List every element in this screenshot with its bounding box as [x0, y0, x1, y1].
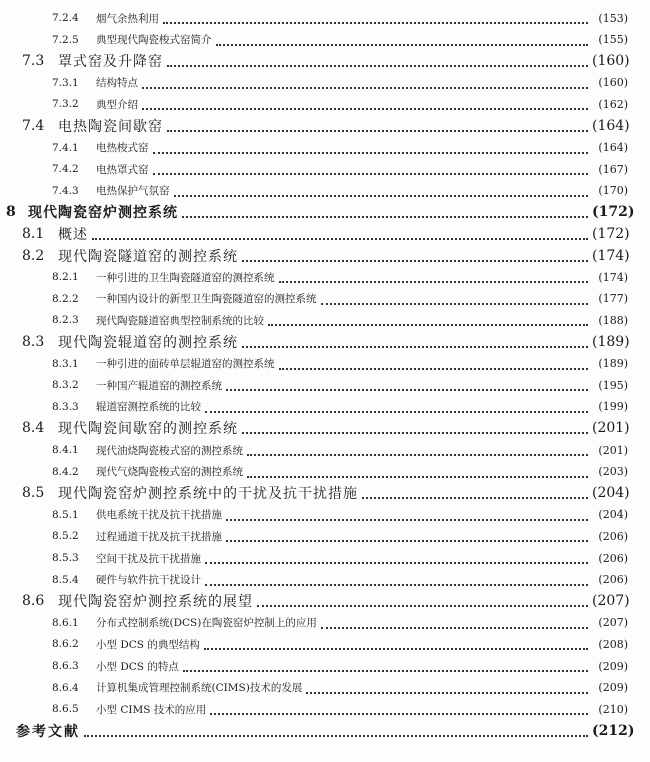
toc-entry-number: 8.3.1	[52, 357, 79, 370]
page-number: (167)	[598, 162, 628, 176]
toc-entry	[0, 73, 650, 93]
toc-entry-title: 过程通道干扰及抗干扰措施	[96, 530, 222, 543]
toc-entry-page	[592, 271, 650, 284]
page-number: (206)	[598, 551, 628, 565]
toc-entry-number: 7.4.2	[52, 163, 79, 176]
page-number: (174)	[598, 270, 628, 284]
toc-entry-number: 8.5.3	[52, 552, 79, 564]
toc-entry-page	[592, 33, 650, 46]
dot-leader	[226, 519, 588, 521]
dot-leader	[205, 584, 588, 586]
page-number: (162)	[598, 97, 628, 111]
toc-entry	[0, 94, 650, 114]
page-number: (164)	[598, 141, 628, 155]
dot-leader	[183, 670, 588, 672]
toc-entry-page	[592, 292, 650, 305]
toc-entry	[0, 289, 650, 309]
toc-entry	[0, 8, 650, 28]
toc-entry-title: 概述	[58, 227, 88, 243]
toc-entry-number: 7.4	[22, 118, 45, 134]
page-number: (164)	[592, 118, 630, 134]
toc-entry	[0, 246, 650, 266]
toc-entry-page	[592, 616, 650, 629]
toc-entry-page	[592, 248, 650, 264]
page-number: (188)	[598, 313, 628, 327]
toc-entry-number: 8.6.1	[52, 616, 79, 629]
page-number: (160)	[592, 53, 630, 70]
page-number: (189)	[592, 334, 630, 350]
toc-entry-number: 8.3	[22, 334, 45, 350]
dot-leader	[247, 454, 588, 456]
page-number: (209)	[598, 659, 628, 673]
page-number: (170)	[598, 184, 628, 198]
toc-entry-number: 7.4.3	[52, 184, 79, 197]
dot-leader	[153, 152, 589, 154]
page-number: (212)	[592, 722, 635, 739]
dot-leader	[167, 130, 588, 132]
toc-entry-page	[592, 184, 650, 197]
toc-entry-page	[592, 53, 650, 69]
toc-entry-page	[592, 141, 650, 154]
dot-leader	[92, 238, 588, 240]
toc-entry-page	[592, 420, 650, 436]
toc-entry-page	[592, 530, 650, 543]
toc-entry-page	[592, 226, 650, 242]
toc-entry-number: 8.6	[22, 593, 45, 610]
toc-entry-page	[592, 12, 650, 25]
dot-leader	[242, 432, 588, 434]
page-number: (204)	[598, 508, 628, 522]
toc-entry-number: 8.4	[22, 420, 45, 437]
toc-entry-page	[592, 508, 650, 521]
dot-leader	[163, 22, 588, 24]
page-number: (206)	[598, 529, 628, 543]
toc-entry	[0, 613, 650, 633]
toc-entry-page	[592, 357, 650, 370]
toc-entry-number: 8.5.2	[52, 530, 79, 543]
dot-leader	[362, 497, 588, 499]
toc-entry-number: 8.2.3	[52, 314, 79, 327]
page-number: (160)	[598, 76, 628, 90]
page-number: (207)	[598, 616, 628, 630]
toc-entry-title: 一种引进的面砖单层辊道窑的测控系统	[96, 358, 275, 371]
toc-entry-number: 7.3	[22, 53, 45, 70]
page-number: (155)	[598, 33, 628, 47]
dot-leader	[205, 411, 588, 413]
page-number: (177)	[598, 292, 628, 306]
toc-entry-title: 罩式窑及升降窑	[58, 54, 163, 71]
page-number: (195)	[598, 378, 628, 392]
toc-entry-number: 8.2.2	[52, 292, 79, 305]
dot-leader	[247, 476, 588, 478]
page-number: (209)	[598, 681, 628, 695]
toc-entry-title: 电热梭式窑	[96, 142, 149, 155]
toc-entry-title: 计算机集成管理控制系统(CIMS)技术的发展	[96, 682, 303, 695]
page-number: (204)	[592, 485, 630, 502]
toc-entry-page	[592, 485, 650, 501]
toc-entry	[0, 505, 650, 525]
dot-leader	[142, 87, 588, 89]
dot-leader	[321, 627, 588, 629]
toc-entry-title: 硬件与软件抗干扰设计	[96, 574, 201, 587]
toc-entry-number: 8.1	[22, 226, 45, 242]
dot-leader	[226, 540, 588, 542]
toc-entry-title: 现代气烧陶瓷梭式窑的测控系统	[96, 466, 243, 479]
toc-entry-page	[592, 660, 650, 673]
toc-entry-number: 7.2.4	[52, 12, 79, 24]
toc-entry-title: 电热陶瓷间歇窑	[58, 119, 163, 135]
dot-leader	[182, 216, 588, 218]
toc-entry	[0, 224, 650, 244]
toc-entry-page	[592, 334, 650, 350]
toc-entry-title: 现代油烧陶瓷梭式窑的测控系统	[96, 444, 243, 457]
toc-entry	[0, 397, 650, 417]
toc-entry	[0, 138, 650, 158]
toc-entry-title: 现代陶瓷间歇窑的测控系统	[58, 421, 238, 438]
toc-entry-page	[592, 444, 650, 457]
toc-entry-page	[592, 400, 650, 413]
toc-entry	[0, 354, 650, 374]
toc-entry-title: 现代陶瓷隧道窑典型控制系统的比较	[96, 314, 264, 327]
toc-entry	[0, 30, 650, 50]
toc-entry-number: 8.6.3	[52, 660, 79, 672]
toc-entry-page	[592, 76, 650, 89]
page-number: (208)	[598, 637, 628, 651]
toc-entry-number: 8.6.4	[52, 681, 79, 694]
dot-leader	[204, 648, 588, 650]
toc-entry	[0, 634, 650, 654]
dot-leader	[226, 389, 588, 391]
toc-entry-number: 8.3.2	[52, 379, 79, 392]
toc-entry-page	[592, 573, 650, 586]
toc-entry-page	[592, 163, 650, 176]
toc-entry	[0, 483, 650, 503]
toc-entry-page	[592, 98, 650, 111]
toc-entry-title: 典型现代陶瓷梭式窑简介	[96, 34, 212, 47]
toc-entry	[0, 678, 650, 698]
toc-entry-title: 现代陶瓷窑炉测控系统	[28, 205, 178, 222]
toc-entry-title: 典型介绍	[96, 98, 138, 111]
toc-entry	[0, 462, 650, 482]
toc-entry-title: 一种国内设计的新型卫生陶瓷隧道窑的测控系统	[96, 293, 317, 306]
toc-entry-title: 一种引进的卫生陶瓷隧道窑的测控系统	[96, 271, 275, 284]
toc-entry-title: 小型 DCS 的典型结构	[96, 638, 200, 651]
dot-leader	[84, 735, 588, 737]
dot-leader	[174, 195, 589, 197]
dot-leader	[142, 108, 588, 110]
toc-entry-page	[592, 681, 650, 694]
page-number: (172)	[592, 226, 630, 242]
dot-leader	[242, 346, 588, 348]
toc-entry-number: 7.3.1	[52, 76, 79, 89]
toc-entry	[0, 51, 650, 71]
toc-entry	[0, 440, 650, 460]
page-number: (201)	[592, 420, 630, 437]
toc-entry	[0, 181, 650, 201]
toc-entry	[0, 332, 650, 352]
toc-entry-number: 8.4.2	[52, 465, 79, 478]
toc-entry-number: 8.6.5	[52, 703, 79, 716]
toc-entry-page	[592, 723, 650, 739]
toc-entry-title: 现代陶瓷隧道窑的测控系统	[58, 248, 238, 265]
page-number: (189)	[598, 357, 628, 371]
dot-leader	[216, 44, 589, 46]
toc-entry-title: 结构特点	[96, 77, 138, 90]
toc-entry	[0, 418, 650, 438]
toc-entry-page	[592, 552, 650, 565]
dot-leader	[279, 368, 589, 370]
page-number: (207)	[592, 593, 630, 610]
dot-leader	[242, 260, 588, 262]
toc-entry-page	[592, 314, 650, 327]
toc-entry	[0, 375, 650, 395]
page-number: (206)	[598, 573, 628, 587]
toc-entry-number: 8.5	[22, 485, 45, 502]
toc-entry-title: 一种国产辊道窑的测控系统	[96, 379, 222, 392]
toc-entry-title: 电热保护气氛窑	[96, 185, 170, 198]
toc-entry-number: 7.3.2	[52, 98, 79, 111]
toc-entry	[0, 526, 650, 546]
toc-entry	[0, 548, 650, 568]
toc-entry-page	[592, 703, 650, 716]
toc-entry-title: 烟气余热利用	[96, 12, 159, 25]
toc-entry	[0, 116, 650, 136]
toc-entry	[0, 310, 650, 330]
toc-entry-title: 小型 DCS 的特点	[96, 660, 179, 673]
toc-entry-page	[592, 204, 650, 220]
toc-entry-number: 8	[6, 204, 16, 221]
toc-entry-page	[592, 465, 650, 478]
toc-entry-page	[592, 118, 650, 134]
toc-entry-title: 分布式控制系统(DCS)在陶瓷窑炉控制上的应用	[96, 617, 317, 630]
dot-leader	[321, 303, 589, 305]
page-number: (203)	[598, 465, 628, 479]
toc-entry-title: 现代陶瓷窑炉测控系统中的干扰及抗干扰措施	[58, 486, 358, 503]
toc-entry-title: 空间干扰及抗干扰措施	[96, 552, 201, 565]
toc-entry-number: 8.3.3	[52, 400, 79, 413]
page-number: (210)	[598, 702, 628, 716]
toc-entry-number: 8.6.2	[52, 638, 79, 651]
toc-entry-number: 8.4.1	[52, 444, 79, 456]
toc-entry-references	[0, 721, 650, 741]
toc-entry	[0, 570, 650, 590]
page-number: (174)	[592, 247, 630, 264]
toc-entry-number: 8.2.1	[52, 271, 79, 284]
toc-entry-number: 8.5.1	[52, 508, 79, 521]
dot-leader	[153, 173, 589, 175]
page-number: (201)	[598, 443, 628, 457]
dot-leader	[205, 562, 588, 564]
toc-entry-number: 7.2.5	[52, 33, 79, 46]
toc-entry	[0, 699, 650, 719]
toc-entry	[0, 159, 650, 179]
toc-entry-title: 供电系统干扰及抗干扰措施	[96, 509, 222, 522]
toc-entry-title: 电热罩式窑	[96, 163, 149, 176]
toc-entry	[0, 656, 650, 676]
toc-entry-page	[592, 379, 650, 392]
dot-leader	[257, 605, 588, 607]
toc-entry-title: 辊道窑测控系统的比较	[96, 401, 201, 414]
toc-entry-page	[592, 593, 650, 609]
page-number: (153)	[598, 11, 628, 25]
page-number: (172)	[592, 204, 635, 221]
page-number: (199)	[598, 400, 628, 414]
toc-entry-number: 7.4.1	[52, 141, 79, 154]
dot-leader	[167, 65, 588, 67]
toc-entry-page	[592, 638, 650, 651]
toc-entry-title: 小型 CIMS 技术的应用	[96, 703, 207, 716]
dot-leader	[210, 713, 588, 715]
toc-entry	[0, 591, 650, 611]
toc-entry-title: 参考文献	[16, 723, 80, 740]
toc-entry	[0, 202, 650, 222]
dot-leader	[279, 281, 589, 283]
dot-leader	[306, 692, 588, 694]
toc-entry-number: 8.2	[22, 247, 45, 264]
toc-entry-title: 现代陶瓷辊道窑的测控系统	[58, 335, 238, 351]
dot-leader	[268, 324, 588, 326]
toc-entry	[0, 267, 650, 287]
toc-entry-number: 8.5.4	[52, 573, 79, 586]
toc-entry-title: 现代陶瓷窑炉测控系统的展望	[58, 594, 253, 611]
